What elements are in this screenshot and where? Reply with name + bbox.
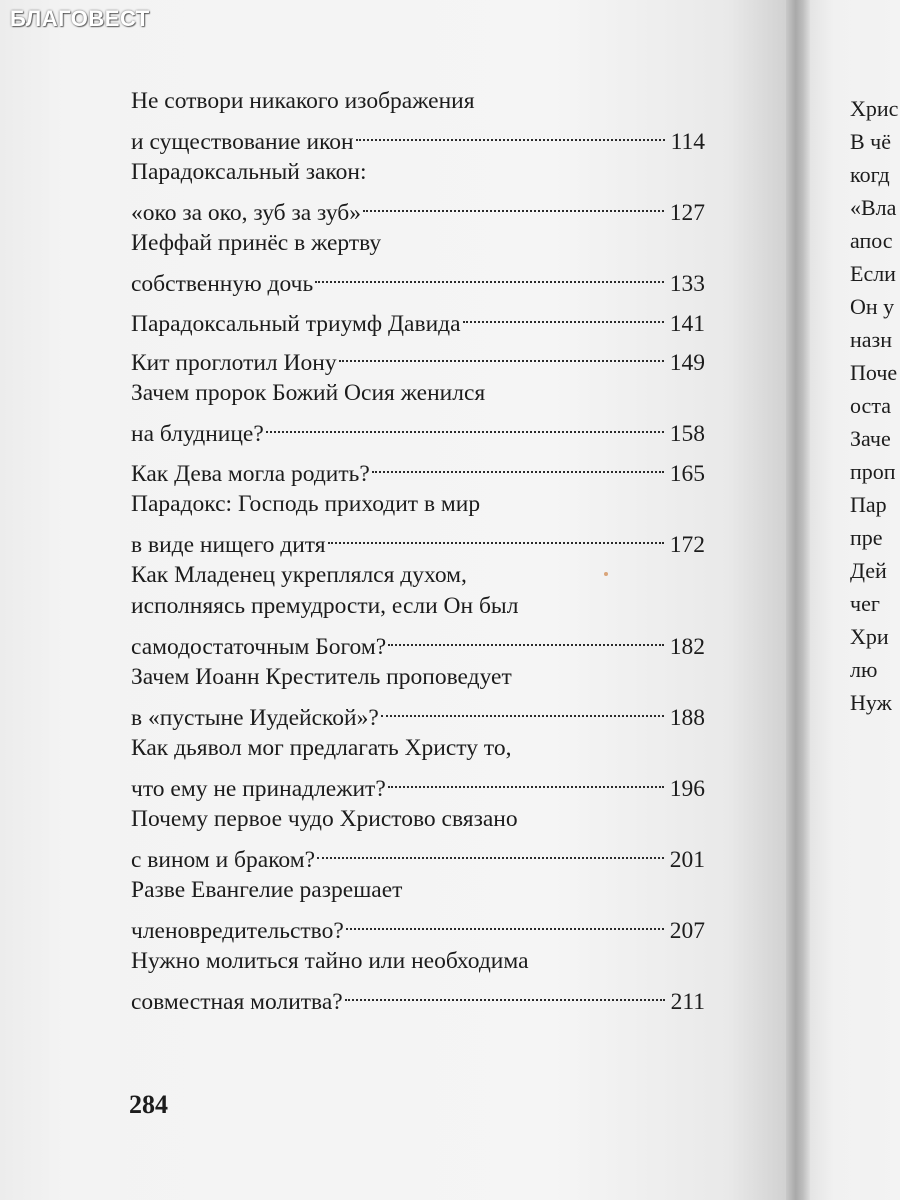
right-page-line: «Вла <box>850 195 897 220</box>
right-page-entry <box>850 554 898 620</box>
toc-entry <box>131 299 705 337</box>
toc-entry-last-line <box>131 978 705 1015</box>
watermark-logo: БЛАГОВЕСТ <box>10 6 150 31</box>
table-of-contents <box>131 86 705 1017</box>
toc-entry-title-line: Как Младенец укреплялся духом, <box>131 561 467 588</box>
toc-entry <box>131 733 705 802</box>
right-page-line: лю <box>850 657 878 682</box>
toc-entry-last-line <box>131 520 705 558</box>
dot-leader <box>372 449 664 481</box>
right-page-line: проп <box>850 459 896 484</box>
toc-entry-title-line: что ему не принадлежит? <box>131 776 386 802</box>
right-page-line: Нуж <box>850 690 892 715</box>
toc-entry-page-number: 149 <box>669 350 705 376</box>
toc-entry-title-line: Зачем пророк Божий Осия женился <box>131 380 486 406</box>
toc-entry-page-number: 207 <box>669 918 705 944</box>
toc-entry <box>131 946 705 1015</box>
right-page-line: Поче <box>850 360 898 385</box>
toc-entry-page-number: 188 <box>669 705 705 731</box>
toc-entry-page-number: 172 <box>669 531 705 558</box>
dot-leader <box>317 836 664 868</box>
toc-entry-last-line <box>131 299 705 337</box>
dot-leader <box>356 118 665 150</box>
dot-leader <box>363 189 664 221</box>
toc-entry-title-line: Иеффай принёс в жертву <box>131 230 382 256</box>
right-page-line: чег <box>850 591 880 616</box>
right-page-line: В чё <box>850 129 892 154</box>
right-page-line: Дей <box>850 558 887 583</box>
toc-entry-last-line <box>131 907 705 944</box>
toc-entry-title-line: в виде нищего дитя <box>131 531 326 558</box>
toc-entry-title-line: Как дьявол мог предлагать Христу то, <box>131 735 512 761</box>
right-page-entry <box>850 92 898 125</box>
right-page-line: Хри <box>850 624 889 649</box>
toc-entry <box>131 228 705 297</box>
toc-entry-page-number: 196 <box>669 776 705 802</box>
toc-entry <box>131 157 705 226</box>
toc-entry-last-line <box>131 260 705 297</box>
toc-entry-title-line: Кит проглотил Иону <box>131 350 337 376</box>
toc-entry-title-line: Парадокс: Господь приходит в мир <box>131 490 481 517</box>
toc-entry-title-line: на блуднице? <box>131 421 264 447</box>
toc-entry <box>131 449 705 487</box>
toc-entry <box>131 378 705 447</box>
toc-entry-title-line: совместная молитва? <box>131 989 343 1015</box>
toc-entry-page-number: 158 <box>669 421 705 447</box>
toc-entry-page-number: 201 <box>669 847 705 873</box>
toc-entry-title-line: Почему первое чудо Христово связано <box>131 806 518 832</box>
right-page-line: Пар <box>850 492 887 517</box>
toc-entry-last-line <box>131 339 705 376</box>
toc-entry-title-line: членовредительство? <box>131 918 344 944</box>
right-page-entry <box>850 191 898 257</box>
dot-leader <box>339 339 664 371</box>
dot-leader <box>315 260 664 292</box>
toc-entry <box>131 875 705 944</box>
toc-entry-title-line: Как Дева могла родить? <box>131 460 370 487</box>
dot-leader <box>345 978 665 1010</box>
dot-leader <box>346 907 664 939</box>
toc-entry-title-line: Разве Евангелие разрешает <box>131 877 403 903</box>
dot-leader <box>266 410 664 442</box>
toc-entry-last-line <box>131 189 705 226</box>
right-page-line: когд <box>850 162 890 187</box>
toc-entry-page-number: 114 <box>670 129 705 155</box>
right-page-line: Хрис <box>850 96 899 121</box>
toc-entry <box>131 804 705 873</box>
toc-entry <box>131 339 705 376</box>
right-page-line: апос <box>850 228 893 253</box>
page-number: 284 <box>129 1090 168 1119</box>
dot-leader <box>463 299 664 331</box>
toc-entry-page-number: 165 <box>669 460 705 487</box>
right-page-line: Если <box>850 261 896 286</box>
toc-entry-title-line: Не сотвори никакого изображения <box>131 88 475 114</box>
right-page-line: Он у <box>850 294 895 319</box>
right-page-entry <box>850 620 898 686</box>
right-page-entry <box>850 488 898 554</box>
toc-entry-title-line: «око за око, зуб за зуб» <box>131 200 361 226</box>
right-page-toc <box>850 92 898 719</box>
toc-entry-page-number: 211 <box>670 989 705 1015</box>
dot-leader <box>328 520 664 552</box>
toc-entry-last-line <box>131 623 705 660</box>
toc-entry-last-line <box>131 836 705 873</box>
toc-entry-last-line <box>131 449 705 487</box>
toc-entry-title-line: Парадоксальный триумф Давида <box>131 310 461 337</box>
toc-entry <box>131 560 705 660</box>
toc-entry-title-line: исполняясь премудрости, если Он был <box>131 593 519 619</box>
toc-entry-title-line: Зачем Иоанн Креститель проповедует <box>131 664 512 690</box>
toc-entry <box>131 489 705 558</box>
right-page-entry <box>850 422 898 488</box>
right-page-line: Заче <box>850 426 891 451</box>
toc-entry-page-number: 133 <box>669 271 705 297</box>
toc-entry-title-line: самодостаточным Богом? <box>131 634 387 660</box>
toc-entry-page-number: 182 <box>669 634 705 660</box>
toc-entry-title-line: с вином и браком? <box>131 847 316 873</box>
right-page <box>806 0 900 1200</box>
toc-entry-title-line: в «пустыне Иудейской»? <box>131 705 379 731</box>
right-page-entry <box>850 356 898 422</box>
toc-entry-title-line: Нужно молиться тайно или необходима <box>131 948 529 974</box>
toc-entry <box>131 662 705 731</box>
toc-entry-last-line <box>131 410 705 447</box>
right-page-line: назн <box>850 327 893 352</box>
toc-entry-title-line: и существование икон <box>131 129 354 155</box>
right-page-line: пре <box>850 525 883 550</box>
toc-entry-last-line <box>131 118 705 155</box>
dot-leader <box>381 694 664 726</box>
dot-leader <box>388 623 664 655</box>
right-page-entry <box>850 125 898 191</box>
toc-entry <box>131 86 705 155</box>
right-page-line: оста <box>850 393 891 418</box>
toc-entry-title-line: собственную дочь <box>131 271 314 297</box>
book-gutter <box>786 0 810 1200</box>
toc-entry-page-number: 141 <box>669 310 705 337</box>
right-page-entry <box>850 686 898 719</box>
toc-entry-page-number: 127 <box>669 200 705 226</box>
right-page-entry <box>850 257 898 356</box>
toc-entry-title-line: Парадоксальный закон: <box>131 159 367 185</box>
dot-leader <box>388 765 664 797</box>
toc-entry-last-line <box>131 694 705 731</box>
toc-entry-last-line <box>131 765 705 802</box>
